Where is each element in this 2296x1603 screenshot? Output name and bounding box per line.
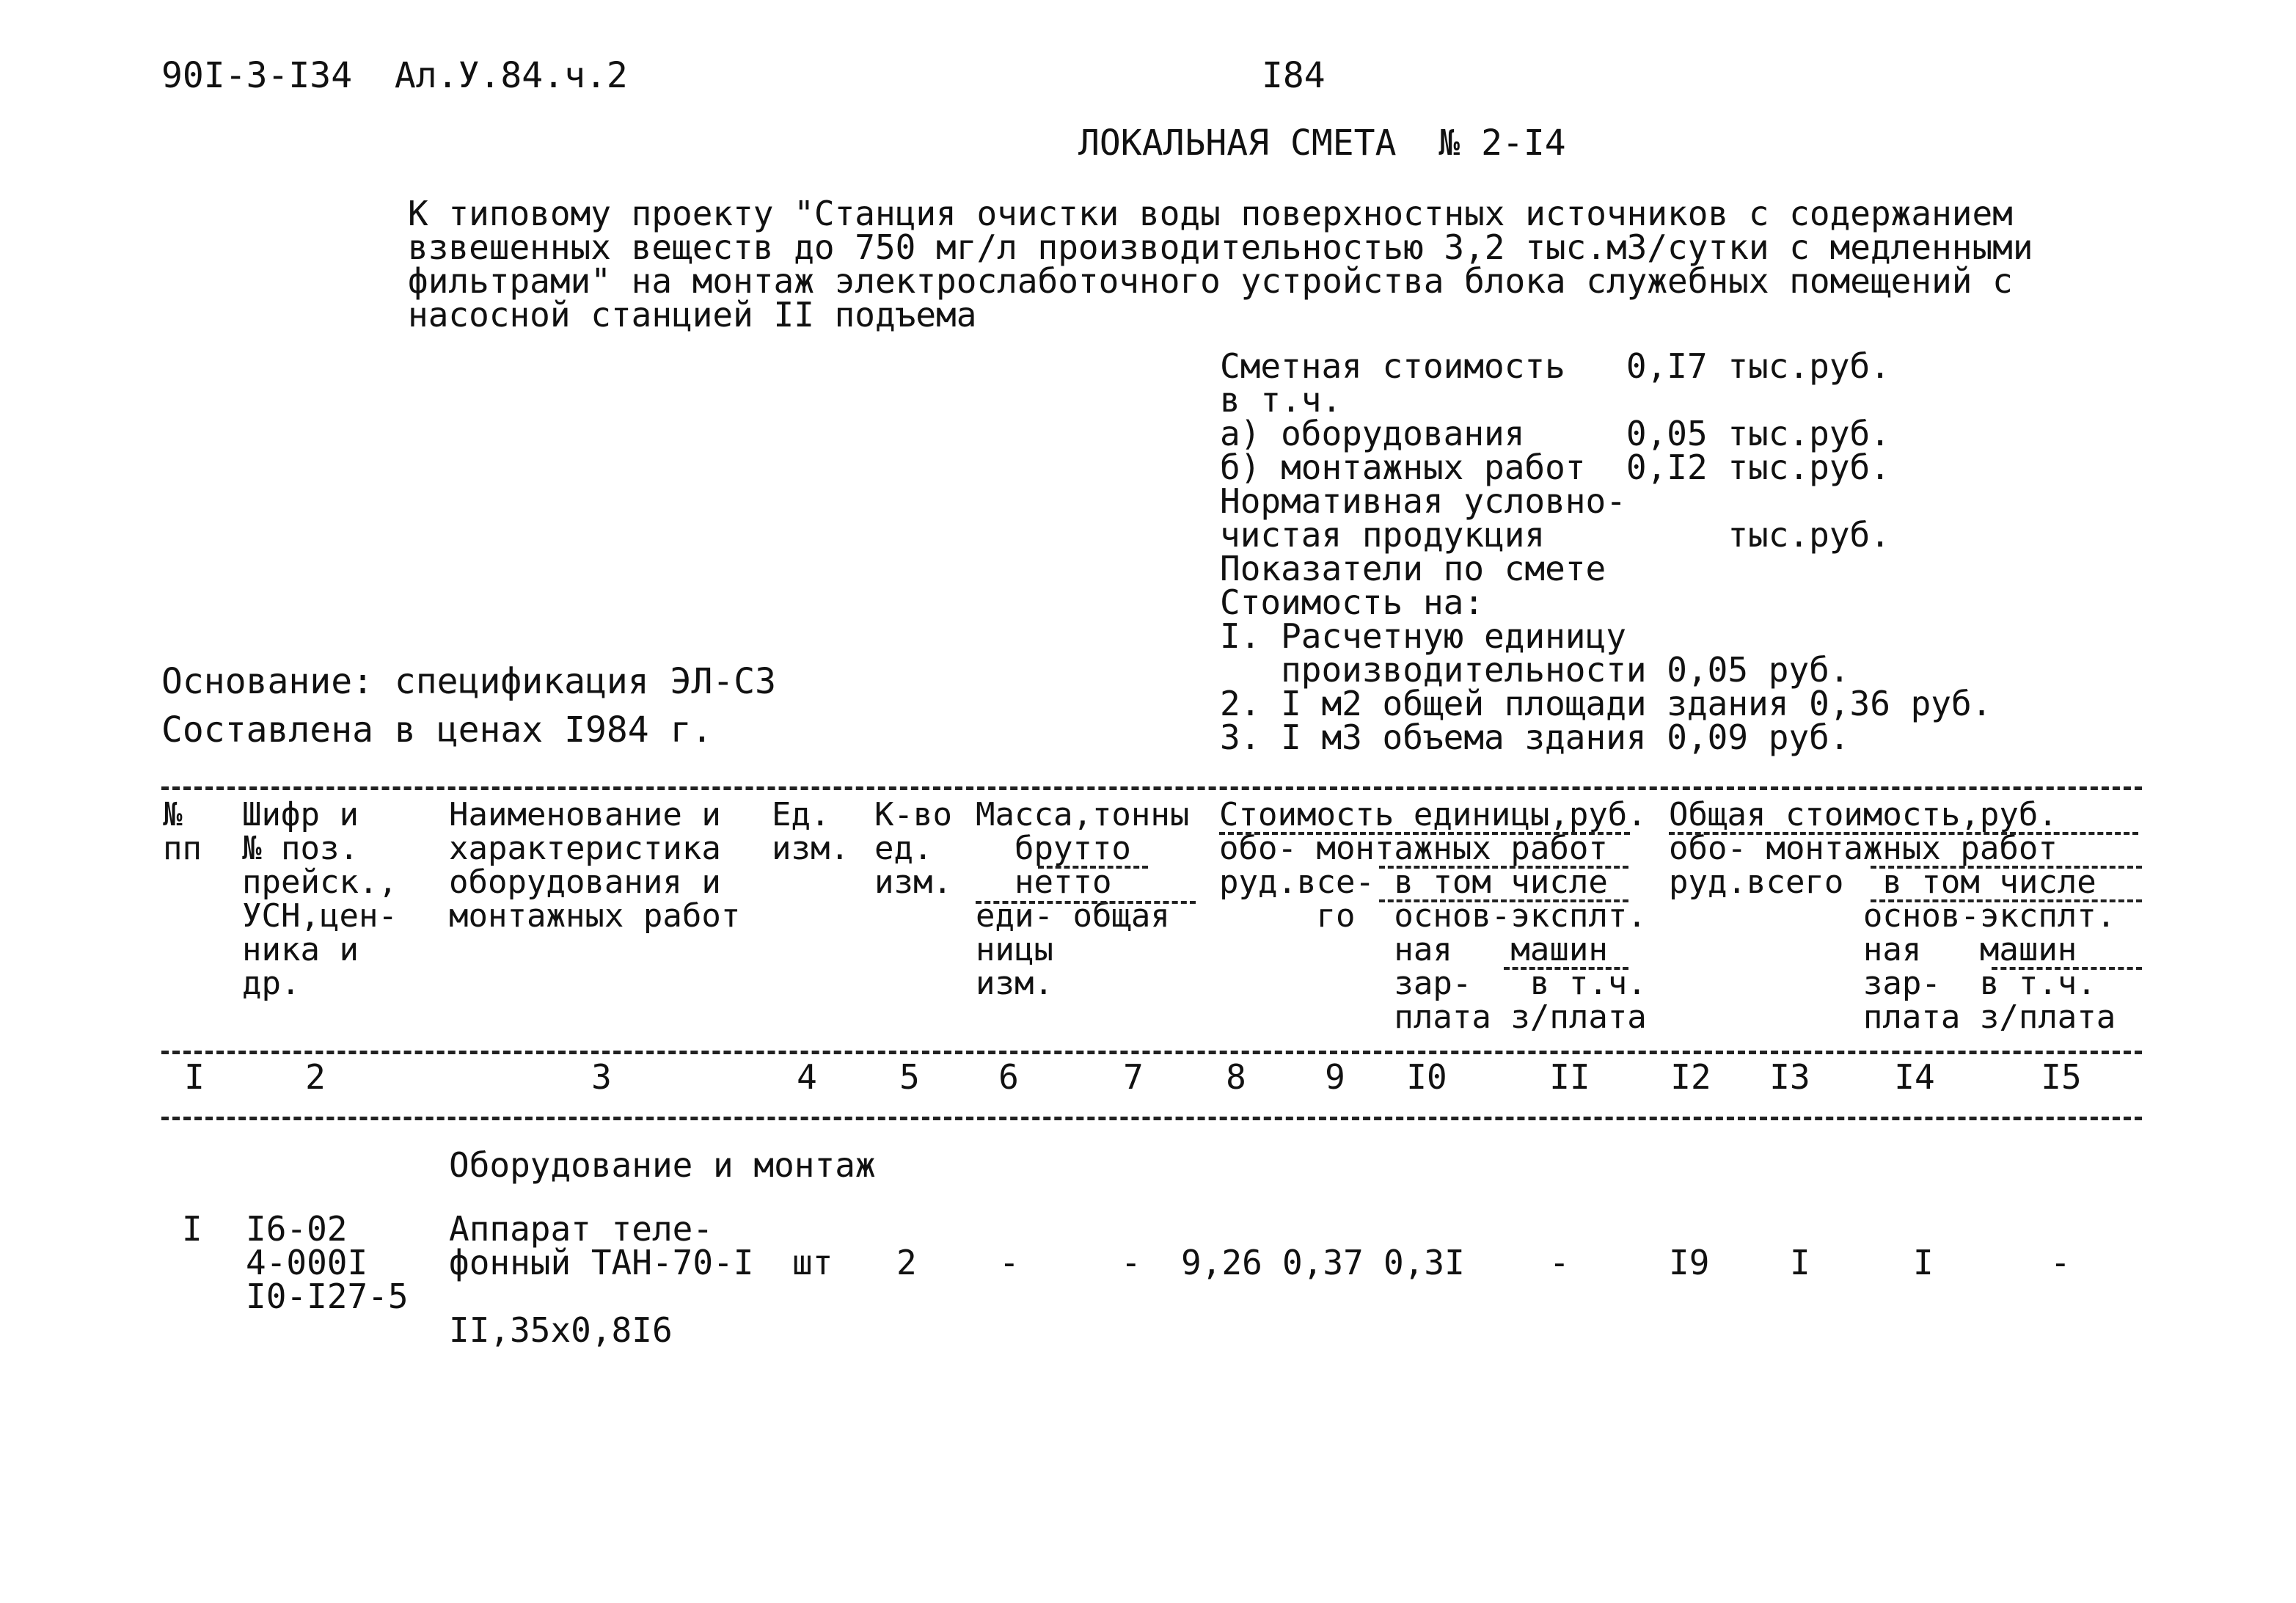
row-qty: 2 — [896, 1243, 917, 1282]
col-header-total-cost: Общая стоимость,руб. обо- монтажных работ руд.всего в том числе основ-эксплт. ная машин зар- в т.ч. плата з/плата — [1669, 796, 2116, 1036]
row-install-total: 0,37 — [1282, 1243, 1364, 1282]
summary-line: I. Расчетную единицу — [1220, 616, 1626, 656]
subheader-rule — [976, 901, 1196, 904]
subheader-rule — [1038, 866, 1148, 869]
row-name: Аппарат теле- фонный ТАН-70-I — [449, 1209, 754, 1282]
subheader-rule — [1379, 899, 1628, 902]
subheader-rule — [1871, 899, 2142, 902]
row-calc: II,35x0,8I6 — [449, 1310, 673, 1350]
intro-line: фильтрами" на монтаж электрослаботочного устройства блока служебных помещений с — [408, 261, 2013, 301]
col-number: 8 — [1226, 1057, 1246, 1097]
row-install-all: I — [1790, 1243, 1810, 1282]
col-number: 9 — [1325, 1057, 1345, 1097]
intro-line: К типовому проекту "Станция очистки воды поверхностных источников с содержанием — [408, 194, 2013, 233]
row-mass-unit: - — [999, 1243, 1020, 1282]
summary-line: Показатели по смете — [1220, 549, 1606, 588]
summary-line: Нормативная условно- — [1220, 481, 1626, 521]
intro-line: взвешенных веществ до 750 мг/л производительностью 3,2 тыс.м3/сутки с медленными — [408, 227, 2033, 267]
row-mass-total: - — [1121, 1243, 1141, 1282]
summary-line: а) оборудования 0,05 тыс.руб. — [1220, 414, 1890, 453]
col-header-number: № пп — [163, 796, 202, 867]
subheader-rule — [1669, 832, 2138, 835]
summary-line: 3. I м3 объема здания 0,09 руб. — [1220, 717, 1850, 757]
subheader-rule — [1504, 967, 1628, 970]
col-number: 6 — [998, 1057, 1019, 1097]
summary-line: 2. I м2 общей площади здания 0,36 руб. — [1220, 684, 1992, 723]
intro-line: насосной станцией II подъема — [408, 295, 977, 335]
subheader-rule — [1219, 832, 1630, 835]
row-equip-total: I9 — [1669, 1243, 1710, 1282]
row-unit: шт — [792, 1243, 833, 1282]
col-number: I0 — [1406, 1057, 1447, 1097]
page-number: I84 — [1262, 55, 1326, 96]
col-number: I — [184, 1057, 205, 1097]
col-header-code: Шифр и № поз. прейск., УСН,цен- ника и др. — [242, 796, 398, 1002]
doc-code: 90I-3-I34 Ал.У.84.ч.2 — [161, 55, 628, 96]
column-numbers-rule — [161, 1117, 2142, 1120]
subheader-rule — [1871, 866, 2142, 869]
row-machine-total: - — [2050, 1243, 2071, 1282]
row-base-wage: 0,3I — [1383, 1243, 1465, 1282]
summary-line: Сметная стоимость 0,I7 тыс.руб. — [1220, 346, 1890, 386]
header-bottom-rule — [161, 1051, 2142, 1054]
basis-prices: Составлена в ценах I984 г. — [161, 709, 713, 751]
subheader-rule — [1379, 866, 1628, 869]
row-code: I6-02 4-000I I0-I27-5 — [246, 1209, 409, 1316]
summary-line: чистая продукция тыс.руб. — [1220, 515, 1890, 555]
col-number: II — [1549, 1057, 1590, 1097]
row-machine: - — [1549, 1243, 1570, 1282]
col-number: 5 — [899, 1057, 920, 1097]
col-header-unit: Ед. изм. — [772, 796, 849, 867]
col-number: I5 — [2041, 1057, 2082, 1097]
row-number: I — [182, 1209, 202, 1249]
summary-line: Стоимость на: — [1220, 583, 1485, 622]
table-top-rule — [161, 786, 2142, 790]
summary-line: производительности 0,05 руб. — [1220, 650, 1850, 690]
subheader-rule — [1992, 967, 2142, 970]
summary-line: б) монтажных работ 0,I2 тыс.руб. — [1220, 448, 1890, 487]
col-header-unit-cost: Стоимость единицы,руб. обо- монтажных работ руд.все- в том числе го основ-эксплт. ная машин зар- в т.ч. плата з/плата — [1219, 796, 1647, 1036]
col-number: 2 — [305, 1057, 326, 1097]
basis-spec: Основание: спецификация ЭЛ-СЗ — [161, 661, 777, 702]
col-header-name: Наименование и характеристика оборудования и монтажных работ — [449, 796, 741, 935]
summary-line: в т.ч. — [1220, 380, 1342, 420]
col-number: I4 — [1894, 1057, 1935, 1097]
col-number: I2 — [1670, 1057, 1711, 1097]
page-title: ЛОКАЛЬНАЯ СМЕТА № 2-I4 — [1078, 123, 1566, 164]
section-title: Оборудование и монтаж — [449, 1145, 876, 1185]
col-number: I3 — [1769, 1057, 1810, 1097]
col-header-qty: К-во ед. изм. — [874, 796, 952, 901]
col-number: 3 — [591, 1057, 612, 1097]
col-number: 4 — [797, 1057, 817, 1097]
col-header-mass: Масса,тонны брутто нетто еди- общая ницы изм. — [976, 796, 1190, 1002]
col-number: 7 — [1123, 1057, 1144, 1097]
row-wage-total: I — [1913, 1243, 1934, 1282]
row-equip-unit-cost: 9,26 — [1181, 1243, 1262, 1282]
